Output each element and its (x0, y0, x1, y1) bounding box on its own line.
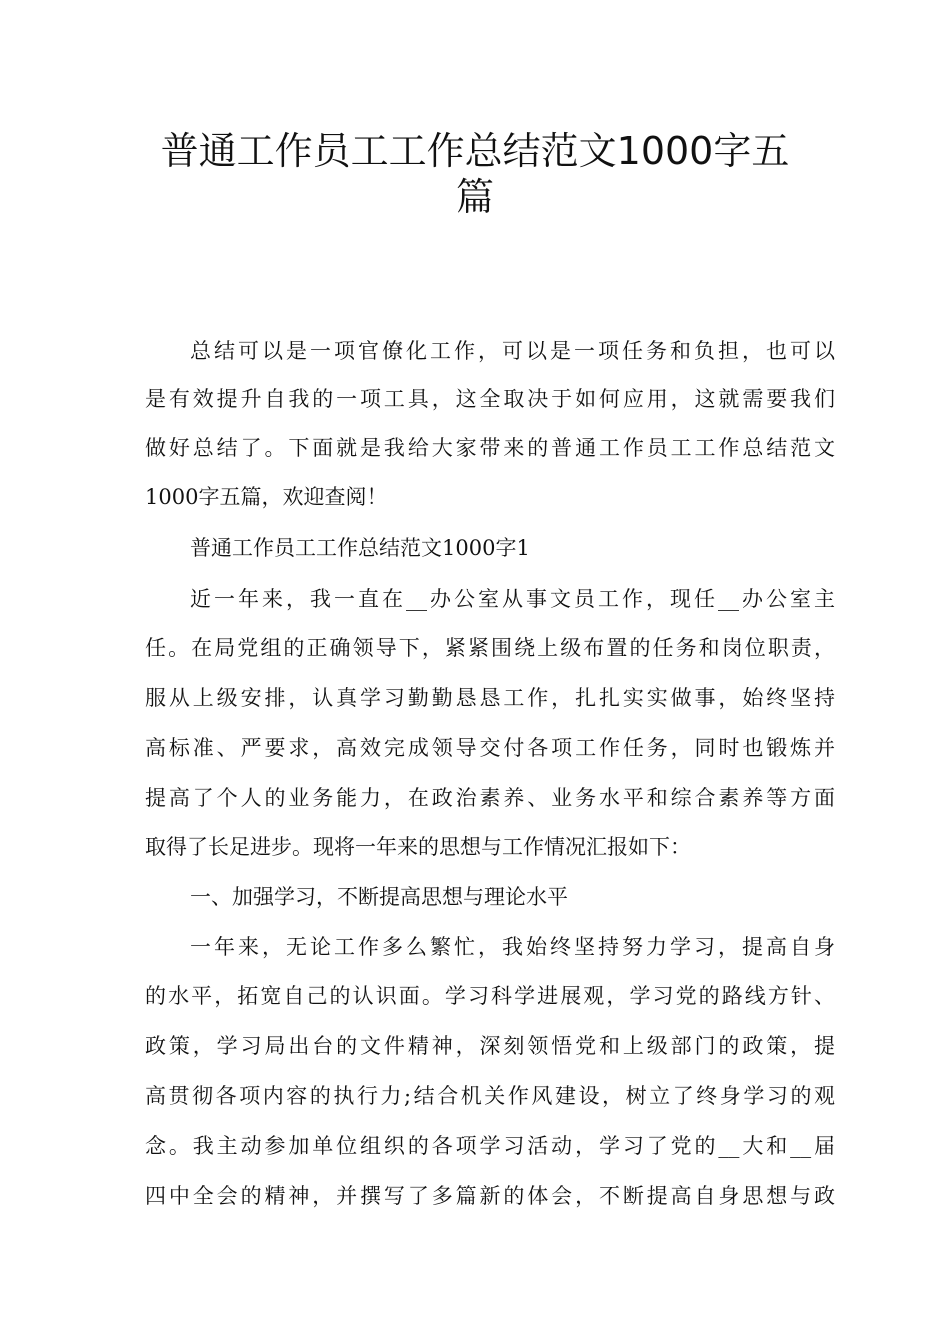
body-line: 服从上级安排，认真学习勤勤恳恳工作，扎扎实实做事，始终坚持 (145, 686, 835, 710)
body-line: 1000字五篇，欢迎查阅！ (145, 485, 388, 509)
body-line: 取得了长足进步。现将一年来的思想与工作情况汇报如下： (145, 835, 691, 859)
body-line: 念。我主动参加单位组织的各项学习活动，学习了党的__大和__届 (145, 1134, 835, 1158)
document-title (120, 128, 830, 220)
body-line: 一年来，无论工作多么繁忙，我始终坚持努力学习，提高自身 (190, 935, 835, 959)
body-line: 做好总结了。下面就是我给大家带来的普通工作员工工作总结范文 (145, 436, 835, 460)
body-line: 总结可以是一项官僚化工作，可以是一项任务和负担，也可以 (190, 339, 835, 363)
body-line: 四中全会的精神，并撰写了多篇新的体会，不断提高自身思想与政 (145, 1184, 835, 1208)
body-line: 的水平，拓宽自己的认识面。学习科学进展观，学习党的路线方针、 (145, 984, 835, 1008)
body-line: 任。在局党组的正确领导下，紧紧围绕上级布置的任务和岗位职责， (145, 636, 835, 660)
body-line: 提高了个人的业务能力，在政治素养、业务水平和综合素养等方面 (145, 786, 835, 810)
body-line: 高贯彻各项内容的执行力;结合机关作风建设，树立了终身学习的观 (145, 1084, 835, 1108)
body-line: 高标准、严要求，高效完成领导交付各项工作任务，同时也锻炼并 (145, 736, 835, 760)
title-line-1: 普通工作员工工作总结范文1000字五 (160, 129, 790, 173)
section-heading: 普通工作员工工作总结范文1000字1 (190, 536, 530, 560)
section-heading: 一、加强学习，不断提高思想与理论水平 (190, 885, 568, 909)
title-line-2: 篇 (455, 175, 494, 219)
body-line: 近一年来，我一直在__办公室从事文员工作，现任__办公室主 (190, 587, 835, 611)
body-line: 政策，学习局出台的文件精神，深刻领悟党和上级部门的政策，提 (145, 1034, 835, 1058)
body-line: 是有效提升自我的一项工具，这全取决于如何应用，这就需要我们 (145, 387, 835, 411)
